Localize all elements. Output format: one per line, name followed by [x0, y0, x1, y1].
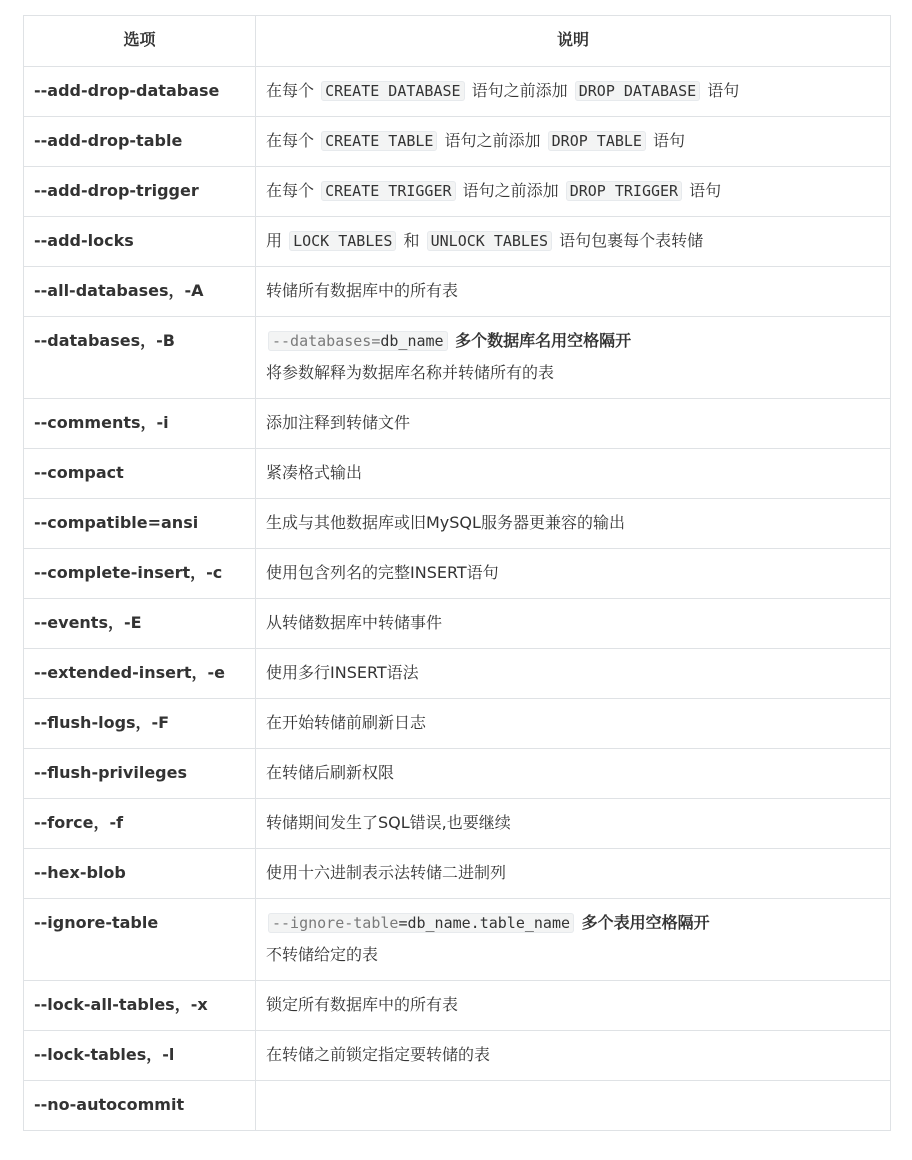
- table-row: [24, 649, 891, 699]
- option-cell: --lock-all-tables，-x: [24, 981, 256, 1031]
- code-option-prefix: --ignore-table: [272, 914, 399, 932]
- description-cell: 紧凑格式输出: [256, 449, 891, 499]
- mysqldump-options-table: [23, 15, 891, 1131]
- desc-text: 和: [398, 231, 425, 250]
- table-row: [24, 699, 891, 749]
- inline-code: CREATE DATABASE: [321, 81, 464, 101]
- table-row: [24, 317, 891, 399]
- option-cell: --complete-insert，-c: [24, 549, 256, 599]
- option-cell: --events，-E: [24, 599, 256, 649]
- code-option-prefix: --databases=: [272, 332, 381, 350]
- table-row: [24, 749, 891, 799]
- table-row: [24, 1031, 891, 1081]
- inline-code: [268, 331, 448, 351]
- table-row: [24, 167, 891, 217]
- option-cell: --ignore-table: [24, 899, 256, 981]
- table-row: [24, 499, 891, 549]
- option-cell: --hex-blob: [24, 849, 256, 899]
- table-row: [24, 599, 891, 649]
- desc-bold-note: 多个数据库名用空格隔开: [449, 331, 632, 350]
- description-cell: 在转储后刷新权限: [256, 749, 891, 799]
- desc-text: 在每个: [266, 181, 320, 200]
- description-cell: 使用包含列名的完整INSERT语句: [256, 549, 891, 599]
- desc-text: 在每个: [266, 81, 320, 100]
- desc-text: 语句之前添加: [457, 181, 564, 200]
- description-cell: [256, 317, 891, 399]
- table-header-row: [24, 16, 891, 67]
- option-cell: --compact: [24, 449, 256, 499]
- inline-code: CREATE TRIGGER: [321, 181, 455, 201]
- code-option-value: =db_name.table_name: [398, 914, 571, 932]
- table-row: [24, 399, 891, 449]
- option-cell: --add-drop-table: [24, 117, 256, 167]
- option-cell: --all-databases，-A: [24, 267, 256, 317]
- table-row: [24, 549, 891, 599]
- option-cell: --add-locks: [24, 217, 256, 267]
- option-cell: --flush-logs，-F: [24, 699, 256, 749]
- inline-code: DROP DATABASE: [575, 81, 700, 101]
- desc-second-line: 将参数解释为数据库名称并转储所有的表: [266, 363, 555, 382]
- inline-code: LOCK TABLES: [289, 231, 396, 251]
- table-row: [24, 849, 891, 899]
- description-cell: 添加注释到转储文件: [256, 399, 891, 449]
- inline-code: [268, 913, 574, 933]
- desc-text: 语句: [702, 81, 740, 100]
- description-cell: [256, 899, 891, 981]
- desc-text: 在每个: [266, 131, 320, 150]
- desc-text: 语句包裹每个表转储: [554, 231, 704, 250]
- table-row: [24, 117, 891, 167]
- option-cell: --no-autocommit: [24, 1081, 256, 1131]
- description-cell: 在转储之前锁定指定要转储的表: [256, 1031, 891, 1081]
- option-cell: --lock-tables，-l: [24, 1031, 256, 1081]
- table-row: [24, 899, 891, 981]
- option-cell: --extended-insert，-e: [24, 649, 256, 699]
- desc-text: 语句之前添加: [466, 81, 573, 100]
- inline-code: UNLOCK TABLES: [427, 231, 552, 251]
- description-cell: 从转储数据库中转储事件: [256, 599, 891, 649]
- options-table-container: [23, 15, 891, 1139]
- table-row: [24, 67, 891, 117]
- option-cell: --databases，-B: [24, 317, 256, 399]
- description-cell: [256, 1081, 891, 1131]
- table-row: [24, 217, 891, 267]
- column-header-option: 选项: [24, 16, 256, 67]
- description-cell: [256, 67, 891, 117]
- column-header-description: 说明: [256, 16, 891, 67]
- description-cell: 转储所有数据库中的所有表: [256, 267, 891, 317]
- option-cell: --comments，-i: [24, 399, 256, 449]
- inline-code: DROP TRIGGER: [566, 181, 682, 201]
- desc-second-line: 不转储给定的表: [266, 945, 379, 964]
- table-row: [24, 267, 891, 317]
- inline-code: CREATE TABLE: [321, 131, 437, 151]
- option-cell: --add-drop-database: [24, 67, 256, 117]
- option-cell: --compatible=ansi: [24, 499, 256, 549]
- description-cell: 生成与其他数据库或旧MySQL服务器更兼容的输出: [256, 499, 891, 549]
- description-cell: 使用多行INSERT语法: [256, 649, 891, 699]
- desc-text: 语句之前添加: [439, 131, 546, 150]
- description-cell: [256, 217, 891, 267]
- description-cell: 转储期间发生了SQL错误,也要继续: [256, 799, 891, 849]
- option-cell: --flush-privileges: [24, 749, 256, 799]
- description-cell: 锁定所有数据库中的所有表: [256, 981, 891, 1031]
- inline-code: DROP TABLE: [548, 131, 646, 151]
- description-cell: 使用十六进制表示法转储二进制列: [256, 849, 891, 899]
- desc-text: 语句: [684, 181, 722, 200]
- desc-bold-note: 多个表用空格隔开: [576, 913, 710, 932]
- description-cell: 在开始转储前刷新日志: [256, 699, 891, 749]
- description-cell: [256, 117, 891, 167]
- option-cell: --force，-f: [24, 799, 256, 849]
- table-row: [24, 799, 891, 849]
- desc-text: 用: [266, 231, 288, 250]
- table-row: [24, 1081, 891, 1131]
- table-row: [24, 449, 891, 499]
- description-cell: [256, 167, 891, 217]
- option-cell: --add-drop-trigger: [24, 167, 256, 217]
- table-row: [24, 981, 891, 1031]
- code-option-value: db_name: [380, 332, 444, 350]
- desc-text: 语句: [647, 131, 686, 150]
